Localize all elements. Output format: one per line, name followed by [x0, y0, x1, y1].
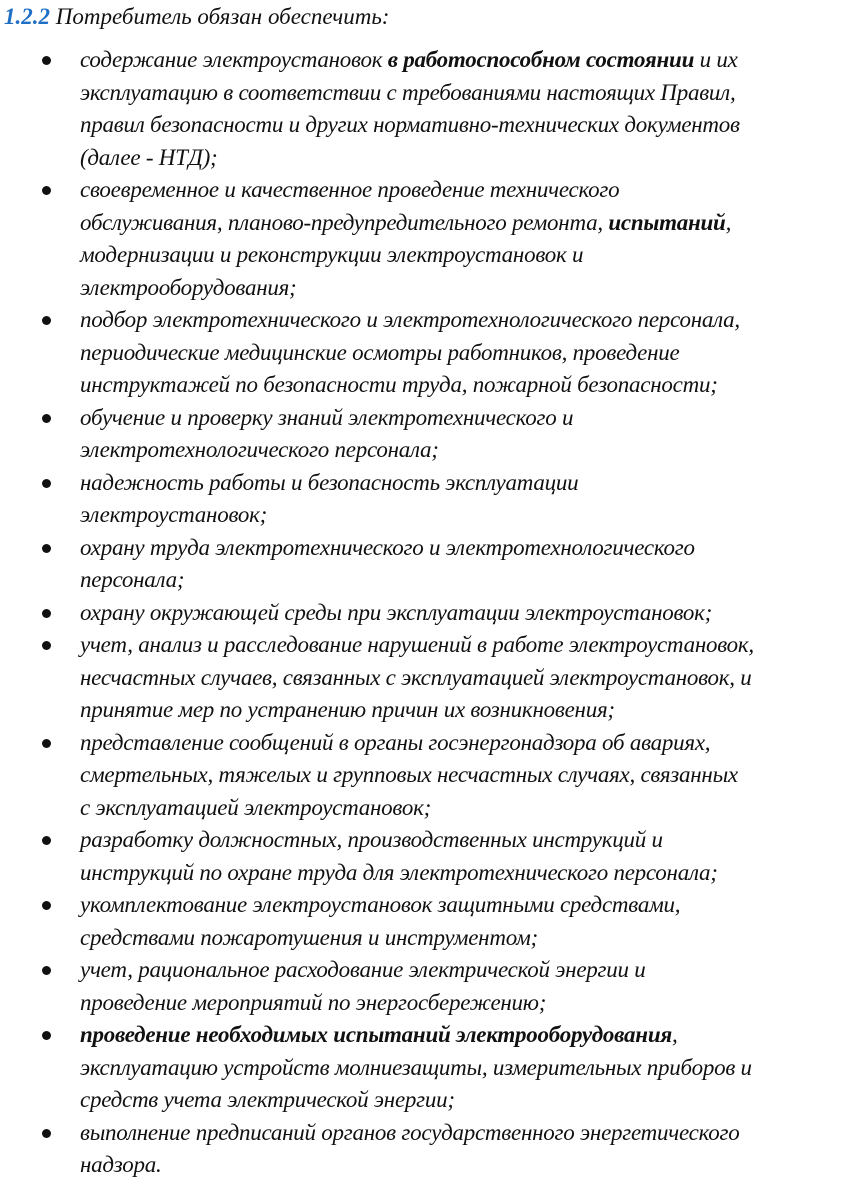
list-item-line [80, 1149, 866, 1182]
text-segment: средств учета электрической энергии; [80, 1087, 455, 1112]
list-item-line [80, 77, 866, 110]
list-item-line [80, 337, 866, 370]
text-segment: несчастных случаев, связанных с эксплуатацией электроустановок, и [80, 664, 752, 690]
bullet-icon [42, 1031, 51, 1040]
list-item-line [80, 174, 866, 207]
text-segment: содержание электроустановок [80, 47, 388, 72]
bullet-icon [42, 836, 51, 845]
list-item-line [80, 1019, 866, 1052]
list-item-line [80, 824, 866, 857]
list-item [0, 174, 866, 304]
bullet-icon [42, 56, 51, 65]
list-item [0, 1117, 866, 1182]
list-item-line [80, 889, 866, 922]
list-item-line [80, 1117, 866, 1150]
bullet-icon [42, 609, 51, 618]
list-item-line [80, 759, 866, 792]
bullet-icon [42, 544, 51, 553]
text-segment: средствами пожаротушения и инструментом; [80, 924, 538, 950]
list-item-line [80, 662, 866, 695]
list-item [0, 44, 866, 174]
list-item-line [80, 922, 866, 955]
list-item-line [80, 597, 866, 630]
text-segment: персонала; [80, 567, 185, 592]
bullet-icon [42, 739, 51, 748]
list-item-line [80, 1084, 866, 1117]
text-segment: надежность работы и безопасность эксплуатации [80, 469, 579, 495]
text-segment: электрооборудования; [80, 274, 297, 300]
list-item-line [80, 402, 866, 435]
text-segment: инструкций по охране труда для электротехнического персонала; [80, 859, 718, 885]
list-item-line [80, 1052, 866, 1085]
text-segment: охрану окружающей среды при эксплуатации электроустановок; [80, 599, 713, 625]
text-segment: выполнение предписаний органов государственного энергетического [80, 1119, 740, 1145]
list-item-line [80, 434, 866, 467]
list-item [0, 889, 866, 954]
list-item [0, 467, 866, 532]
list-item-line [80, 109, 866, 142]
text-segment: проведение мероприятий по энергосбережению; [80, 989, 547, 1015]
bullet-icon [42, 901, 51, 910]
text-segment: охрану труда электротехнического и электротехнологического [80, 534, 695, 560]
list-item [0, 824, 866, 889]
text-segment: разработку должностных, производственных инструкций и [80, 827, 663, 852]
text-segment: принятие мер по устранению причин их возникновения; [80, 697, 615, 722]
text-segment: учет, анализ и расследование нарушений в работе электроустановок, [80, 632, 754, 657]
section-heading [4, 1, 389, 33]
text-segment: правил безопасности и других нормативно-технических документов [80, 112, 740, 137]
list-item [0, 304, 866, 402]
list-item [0, 1019, 866, 1117]
section-number: 1.2.2 [4, 4, 50, 29]
list-item-line [80, 629, 866, 662]
text-segment: инструктажей по безопасности труда, пожарной безопасности; [80, 372, 718, 397]
emphasized-text: проведение необходимых испытаний электрооборудования [80, 1022, 672, 1047]
list-item-line [80, 207, 866, 240]
text-segment: обслуживания, планово-предупредительного ремонта, [80, 209, 609, 235]
obligations-list [0, 44, 866, 1182]
text-segment: и их [694, 47, 738, 72]
list-item-line [80, 239, 866, 272]
text-segment: , [671, 1022, 678, 1047]
list-item-line [80, 142, 866, 175]
text-segment: электротехнологического персонала; [80, 437, 439, 462]
text-segment: учет, рациональное расходование электрической энергии и [80, 957, 646, 982]
list-item-line [80, 792, 866, 825]
text-segment: надзора. [80, 1152, 162, 1177]
list-item-line [80, 499, 866, 532]
bullet-icon [42, 186, 51, 195]
list-item-line [80, 44, 866, 77]
bullet-icon [42, 641, 51, 650]
bullet-icon [42, 1129, 51, 1138]
text-segment: смертельных, тяжелых и групповых несчастных случаях, связанных [80, 762, 738, 787]
text-segment: периодические медицинские осмотры работников, проведение [80, 339, 680, 365]
list-item [0, 629, 866, 727]
bullet-icon [42, 479, 51, 488]
list-item-line [80, 369, 866, 402]
list-item-line [80, 694, 866, 727]
text-segment: укомплектование электроустановок защитными средствами, [80, 892, 681, 917]
text-segment: (далее - НТД); [80, 144, 218, 170]
list-item-line [80, 954, 866, 987]
bullet-icon [42, 966, 51, 975]
bullet-icon [42, 316, 51, 325]
list-item-line [80, 272, 866, 305]
list-item-line [80, 857, 866, 890]
list-item [0, 727, 866, 825]
section-title: Потребитель обязан обеспечить: [50, 4, 390, 29]
text-segment: подбор электротехнического и электротехнологического персонала, [80, 307, 740, 332]
list-item [0, 597, 866, 630]
text-segment: электроустановок; [80, 502, 268, 527]
text-segment: эксплуатацию устройств молниезащиты, измерительных приборов и [80, 1054, 752, 1080]
list-item-line [80, 564, 866, 597]
list-item-line [80, 727, 866, 760]
list-item-line [80, 987, 866, 1020]
bullet-icon [42, 414, 51, 423]
text-segment: обучение и проверку знаний электротехнического и [80, 404, 574, 430]
text-segment: , [725, 209, 732, 235]
list-item-line [80, 467, 866, 500]
emphasized-text: в работоспособном состоянии [387, 47, 695, 72]
list-item [0, 402, 866, 467]
text-segment: с эксплуатацией электроустановок; [80, 794, 432, 820]
list-item [0, 954, 866, 1019]
list-item-line [80, 304, 866, 337]
list-item-line [80, 532, 866, 565]
text-segment: эксплуатацию в соответствии с требованиями настоящих Правил, [80, 79, 736, 105]
text-segment: представление сообщений в органы госэнергонадзора об авариях, [80, 729, 711, 755]
list-item [0, 532, 866, 597]
emphasized-text: испытаний [608, 209, 726, 235]
text-segment: модернизации и реконструкции электроустановок и [80, 242, 584, 267]
text-segment: своевременное и качественное проведение технического [80, 177, 620, 202]
